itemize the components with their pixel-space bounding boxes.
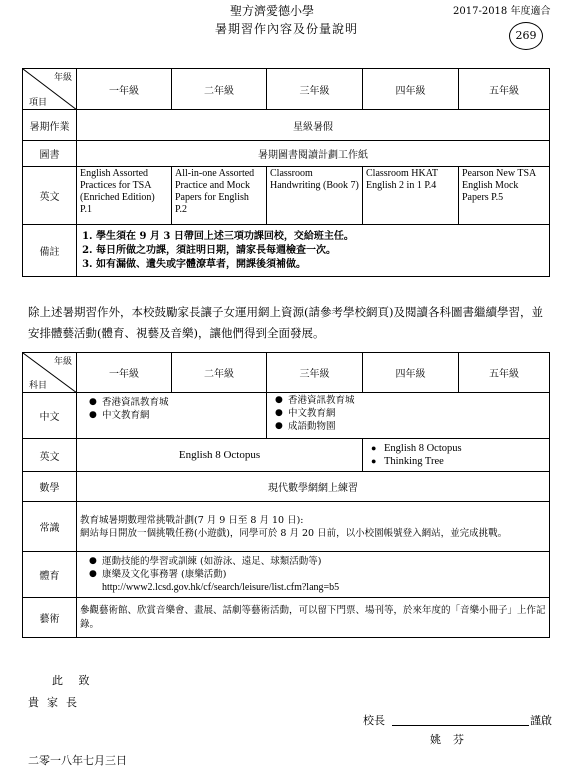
closing-recipient: 貴家長 xyxy=(28,696,85,709)
grade-header-3: 三年級 xyxy=(267,353,363,393)
english-lower-cell: English 8 Octopus xyxy=(77,439,363,472)
grade-header-4: 四年級 xyxy=(363,353,459,393)
school-name: 聖方濟愛德小學 xyxy=(230,4,315,18)
pe-cell xyxy=(77,552,550,598)
english-upper-item-1: ● English 8 Octopus xyxy=(384,442,546,455)
chinese-upper-cell xyxy=(267,393,550,439)
english-p1: English Assorted Practices for TSA (Enriched Edition) P.1 xyxy=(77,167,172,225)
math-label: 數學 xyxy=(23,472,77,502)
document-title: 暑期習作內容及份量說明 xyxy=(215,22,359,36)
library-label: 圖書 xyxy=(23,141,77,167)
intro-paragraph: 除上述暑期習作外，本校鼓勵家長讓子女運用網上資源(請參考學校網頁)及閱讀各科圖書繼續學習，並安排體藝活動(體育、視藝及音樂)，讓他們得到全面發展。 xyxy=(28,305,543,340)
english-label-2: 英文 xyxy=(23,439,77,472)
chinese-lower-cell xyxy=(77,393,267,439)
chinese-lower-item-1: ● 香港資訊教育城 xyxy=(102,396,263,409)
english-p2: All-in-one Assorted Practice and Mock Papers for English P.2 xyxy=(172,167,267,225)
principal-label: 校長 xyxy=(363,714,385,727)
grade-header-4: 四年級 xyxy=(363,69,459,110)
chinese-upper-item-3: ● 成語動物園 xyxy=(288,420,546,433)
online-resources-table xyxy=(22,352,550,638)
grade-header-1: 一年級 xyxy=(77,353,172,393)
summer-homework-table xyxy=(22,68,550,277)
corner-grade-label: 年級 xyxy=(53,73,72,83)
library-value: 暑期圖書閱讀計劃工作紙 xyxy=(77,141,550,167)
homework-value: 星級暑假 xyxy=(77,110,550,141)
notes-cell xyxy=(77,225,550,277)
lcsd-link[interactable]: http://www2.lcsd.gov.hk/cf/search/leisure/list.cfm?lang=b5 xyxy=(102,582,340,593)
math-value: 現代數學網網上練習 xyxy=(77,472,550,502)
english-upper-cell xyxy=(363,439,550,472)
english-p4: Classroom HKAT English 2 in 1 P.4 xyxy=(363,167,459,225)
english-upper-item-2: ● Thinking Tree xyxy=(384,455,546,468)
corner-grade-label-2: 年級 xyxy=(53,357,72,367)
grade-header-3: 三年級 xyxy=(267,69,363,110)
grade-header-1: 一年級 xyxy=(77,69,172,110)
signer-name: 姚芬 xyxy=(430,733,476,746)
arts-label: 藝術 xyxy=(23,598,77,638)
general-studies-cell xyxy=(77,502,550,552)
closing-salutation: 此 致 xyxy=(52,674,96,687)
chinese-upper-item-1: ● 香港資訊教育城 xyxy=(288,394,546,407)
note-3: 3. 如有漏做、遺失或字體潦草者，開課後須補做。 xyxy=(96,258,546,272)
corner-item-label: 項目 xyxy=(29,98,48,108)
pe-label: 體育 xyxy=(23,552,77,598)
table1-corner-cell xyxy=(23,69,77,110)
english-p5: Pearson New TSA English Mock Papers P.5 xyxy=(459,167,550,225)
english-p3: Classroom Handwriting (Book 7) xyxy=(267,167,363,225)
table2-corner-cell xyxy=(23,353,77,393)
grade-header-2: 二年級 xyxy=(172,69,267,110)
note-2: 2. 每日所做之功課，須註明日期，請家長每週檢查一次。 xyxy=(96,244,546,258)
year-note: 2017-2018 年度適合 xyxy=(453,6,551,17)
pe-item-2: ● 康樂及文化事務署 (康樂活動) xyxy=(102,568,546,581)
letter-date: 二零一八年七月三日 xyxy=(28,754,127,767)
pe-item-1: ● 運動技能的學習或訓練 (如游泳、遠足、球類活動等) xyxy=(102,555,546,568)
signature-line xyxy=(392,725,529,726)
grade-header-2: 二年級 xyxy=(172,353,267,393)
chinese-lower-item-2: ● 中文教育網 xyxy=(102,409,263,422)
gs-line-2: 網站每日開放一個挑戰任務(小遊戲)，同學可於 8 月 20 日前，以小校園帳號登入網站，並完成挑戰。 xyxy=(80,527,508,539)
grade-header-5: 五年級 xyxy=(459,69,550,110)
general-studies-label: 常識 xyxy=(23,502,77,552)
page-number-circle: 269 xyxy=(509,22,543,50)
corner-subject-label: 科目 xyxy=(29,381,48,391)
gs-line-1: 教育城暑期數理常挑戰計劃(7 月 9 日至 8 月 10 日): xyxy=(80,514,304,526)
notes-label: 備註 xyxy=(23,225,77,277)
arts-value: 參觀藝術館、欣賞音樂會、畫展、話劇等藝術活動，可以留下門票、場刊等，於來年度的「音樂小冊子」上作記錄。 xyxy=(77,598,550,638)
chinese-upper-item-2: ● 中文教育網 xyxy=(288,407,546,420)
grade-header-5: 五年級 xyxy=(459,353,550,393)
chinese-label: 中文 xyxy=(23,393,77,439)
note-1: 1. 學生須在 9 月 3 日帶回上述三項功課回校，交給班主任。 xyxy=(96,230,546,244)
english-label: 英文 xyxy=(23,167,77,225)
respectfully: 謹啟 xyxy=(530,714,552,727)
homework-label: 暑期作業 xyxy=(23,110,77,141)
